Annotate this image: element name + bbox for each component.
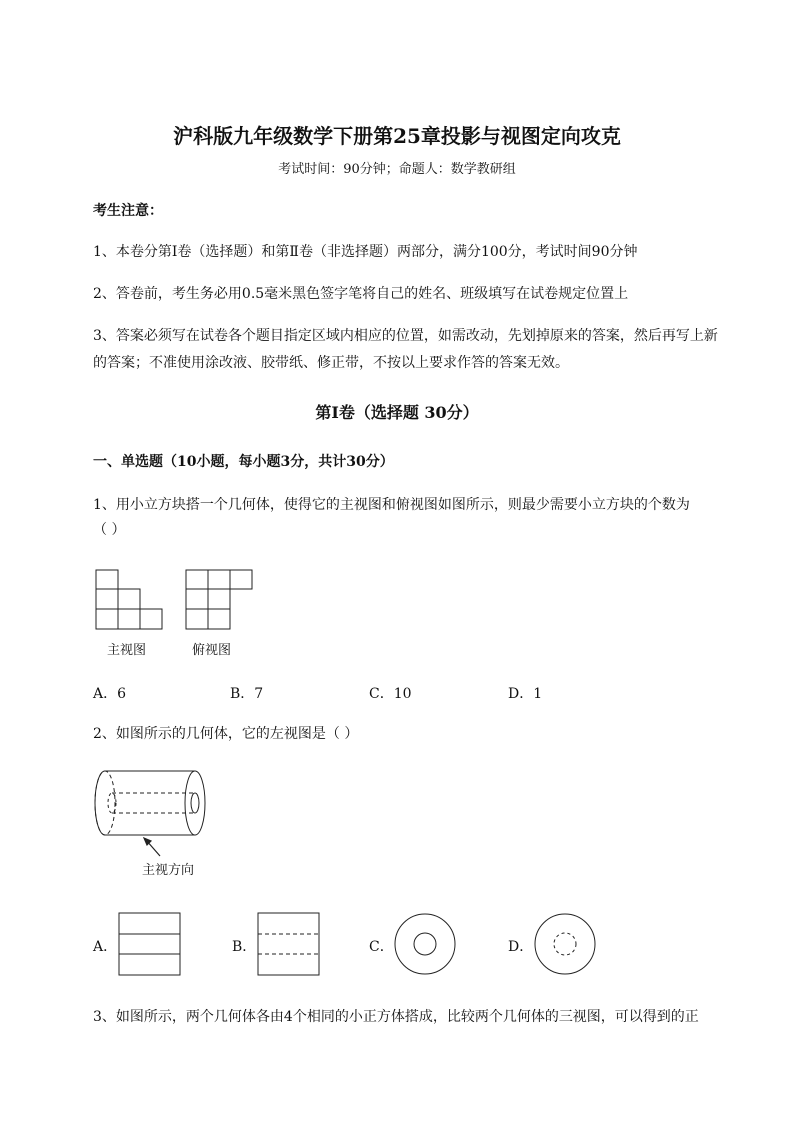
q2-stem: 2、如图所示的几何体，它的左视图是（ ）: [93, 726, 359, 742]
q1-stem-line-2: （ ）: [93, 522, 126, 538]
q2-option-b-figure[interactable]: [257, 912, 321, 976]
notice-item-3-line-2: 的答案；不准使用涂改液、胶带纸、修正带，不按以上要求作答的答案无效。: [93, 355, 569, 371]
q1-front-view-figure: [95, 569, 167, 631]
q1-top-view-figure: [185, 569, 257, 631]
q1-option-d[interactable]: D．1: [508, 686, 543, 702]
top-view-label: 俯视图: [192, 643, 232, 658]
exam-info: 考试时间：90分钟；命题人：数学教研组: [278, 162, 516, 177]
q2-option-b-label[interactable]: B．: [232, 939, 257, 955]
section-title: 第I卷（选择题 30分）: [315, 403, 479, 422]
q1-stem-line-1: 1、用小立方块搭一个几何体，使得它的主视图和俯视图如图所示，则最少需要小立方块的个数为: [93, 497, 690, 513]
q1-option-b[interactable]: B．7: [230, 686, 264, 702]
notice-item-3-line-1: 3、答案必须写在试卷各个题目指定区域内相应的位置，如需改动，先划掉原来的答案，然后再写上新: [93, 328, 718, 344]
q2-option-d-label[interactable]: D．: [508, 939, 534, 955]
q2-option-c-figure[interactable]: [393, 912, 457, 976]
q2-option-a-label[interactable]: A．: [93, 939, 118, 955]
notice-item-1: 1、本卷分第I卷（选择题）和第Ⅱ卷（非选择题）两部分，满分100分，考试时间90分钟: [93, 244, 638, 260]
q2-option-a-figure[interactable]: [118, 912, 182, 976]
part-heading: 一、单选题（10小题，每小题3分，共计30分）: [93, 454, 394, 470]
q2-hollow-cylinder-figure: [90, 768, 220, 848]
q3-stem: 3、如图所示，两个几何体各由4个相同的小正方体搭成，比较两个几何体的三视图，可以得到的正: [93, 1009, 699, 1025]
view-direction-label: 主视方向: [142, 863, 195, 878]
q1-option-c[interactable]: C．10: [369, 686, 412, 702]
front-view-label: 主视图: [107, 643, 147, 658]
q1-option-a[interactable]: A．6: [93, 686, 127, 702]
notice-heading: 考生注意：: [93, 203, 163, 219]
q2-option-d-figure[interactable]: [533, 912, 597, 976]
notice-item-2: 2、答卷前，考生务必用0.5毫米黑色签字笔将自己的姓名、班级填写在试卷规定位置上: [93, 286, 629, 302]
q2-option-c-label[interactable]: C．: [369, 939, 394, 955]
page-title: 沪科版九年级数学下册第25章投影与视图定向攻克: [173, 124, 621, 148]
